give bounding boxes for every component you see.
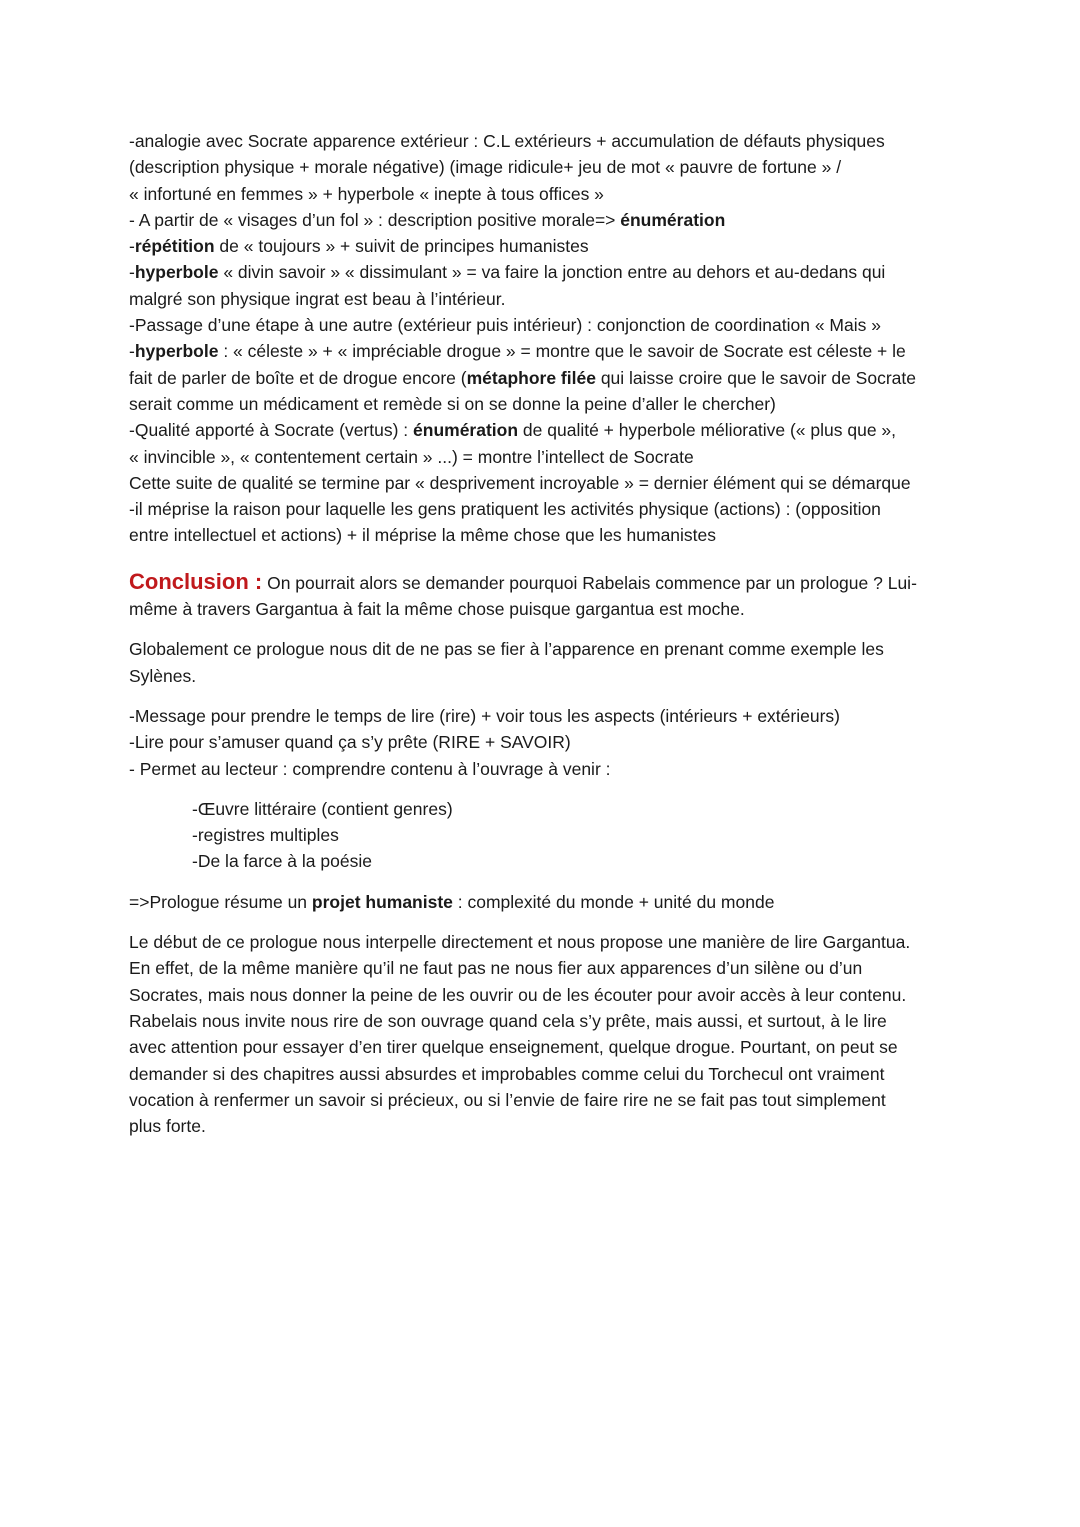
analysis-section	[129, 128, 959, 549]
text-line: Le début de ce prologue nous interpelle directement et nous propose une manière de lire Gargantua.	[129, 932, 911, 953]
text-line: serait comme un médicament et remède si on se donne la peine d’aller le chercher)	[129, 393, 776, 414]
bold-term: énumération	[413, 420, 519, 441]
conclusion-section	[129, 569, 959, 1140]
text-line: Globalement ce prologue nous dit de ne pas se fier à l’apparence en prenant comme exemple les	[129, 639, 884, 660]
text-line: avec attention pour essayer d’en tirer quelque enseignement, quelque drogue. Pourtant, on peut se	[129, 1037, 898, 1058]
text-line	[129, 259, 959, 285]
text-span: =>Prologue résume un	[129, 891, 312, 912]
bold-term: énumération	[620, 209, 726, 230]
text-line	[129, 207, 959, 233]
bold-term: hyperbole	[134, 341, 219, 362]
text-span: fait de parler de boîte et de drogue encore (	[129, 367, 467, 388]
list-item: - Permet au lecteur : comprendre contenu à l’ouvrage à venir :	[129, 758, 611, 779]
text-line: malgré son physique ingrat est beau à l’intérieur.	[129, 288, 506, 309]
text-line: Rabelais nous invite nous rire de son ouvrage quand cela s’y prête, mais aussi, et surtout, à le lire	[129, 1010, 887, 1031]
text-line: demander si des chapitres aussi absurdes et improbables comme celui du Torchecul ont vraiment	[129, 1063, 885, 1084]
text-line: même à travers Gargantua à fait la même chose puisque gargantua est moche.	[129, 599, 745, 620]
list-item: -Message pour prendre le temps de lire (rire) + voir tous les aspects (intérieurs + extérieurs)	[129, 705, 840, 726]
text-line	[129, 889, 959, 915]
text-line	[129, 417, 959, 443]
text-line	[129, 569, 959, 596]
text-span: : « céleste » + « impréciable drogue » = montre que le savoir de Socrate est céleste + le	[218, 341, 906, 362]
text-line: entre intellectuel et actions) + il méprise la même chose que les humanistes	[129, 525, 717, 546]
bold-term: répétition	[134, 236, 215, 257]
text-line: vocation à renfermer un savoir si précieux, ou si l’envie de faire rire ne se fait pas tout simplement	[129, 1089, 886, 1110]
text-span: : complexité du monde + unité du monde	[452, 891, 775, 912]
sub-list	[129, 796, 959, 875]
bold-term: projet humaniste	[311, 891, 453, 912]
text-span: -	[129, 262, 135, 283]
text-line: Sylènes.	[129, 665, 197, 686]
text-span: -	[129, 236, 135, 257]
text-span: On pourrait alors se demander pourquoi Rabelais commence par un prologue ? Lui-	[262, 572, 917, 593]
text-line	[129, 338, 959, 364]
list-item: -Œuvre littéraire (contient genres)	[192, 798, 453, 819]
text-span: -Qualité apporté à Socrate (vertus) :	[129, 420, 414, 441]
text-span: -	[129, 341, 135, 362]
bold-term: hyperbole	[134, 262, 219, 283]
bold-term: métaphore filée	[466, 367, 596, 388]
text-span: « divin savoir » « dissimulant » = va faire la jonction entre au dehors et au-dedans qui	[218, 262, 886, 283]
text-line: Socrates, mais nous donner la peine de les ouvrir ou de les écouter pour avoir accès à leur contenu.	[129, 984, 907, 1005]
list-item: -registres multiples	[192, 825, 339, 846]
text-line: Cette suite de qualité se termine par « desprivement incroyable » = dernier élément qui se démarque	[129, 472, 911, 493]
text-line	[129, 365, 959, 391]
text-span: de qualité + hyperbole méliorative (« plus que »,	[518, 420, 897, 441]
text-span: - A partir de « visages d’un fol » : description positive morale=>	[129, 209, 621, 230]
conclusion-heading: Conclusion :	[129, 568, 263, 594]
text-line: -analogie avec Socrate apparence extérieur : C.L extérieurs + accumulation de défauts physiques	[129, 131, 885, 151]
text-line: plus forte.	[129, 1116, 206, 1137]
text-span: qui laisse croire que le savoir de Socrate	[595, 367, 916, 388]
list-item: -De la farce à la poésie	[192, 851, 372, 872]
text-line: -il méprise la raison pour laquelle les gens pratiquent les activités physique (actions) : (opposition	[129, 499, 881, 520]
list-item: -Lire pour s’amuser quand ça s’y prête (RIRE + SAVOIR)	[129, 732, 571, 753]
text-line: (description physique + morale négative) (image ridicule+ jeu de mot « pauvre de fortune » /	[129, 157, 842, 178]
text-line	[129, 233, 959, 259]
text-line: -Passage d’une étape à une autre (extérieur puis intérieur) : conjonction de coordination « Mais »	[129, 315, 881, 336]
text-line: « infortuné en femmes » + hyperbole « inepte à tous offices »	[129, 183, 604, 204]
document-page	[129, 128, 959, 1139]
text-line: En effet, de la même manière qu’il ne faut pas ne nous fier aux apparences d’un silène ou d’un	[129, 958, 863, 979]
text-span: de « toujours » + suivit de principes humanistes	[214, 236, 589, 257]
text-line: « invincible », « contentement certain » ...) = montre l’intellect de Socrate	[129, 446, 694, 467]
